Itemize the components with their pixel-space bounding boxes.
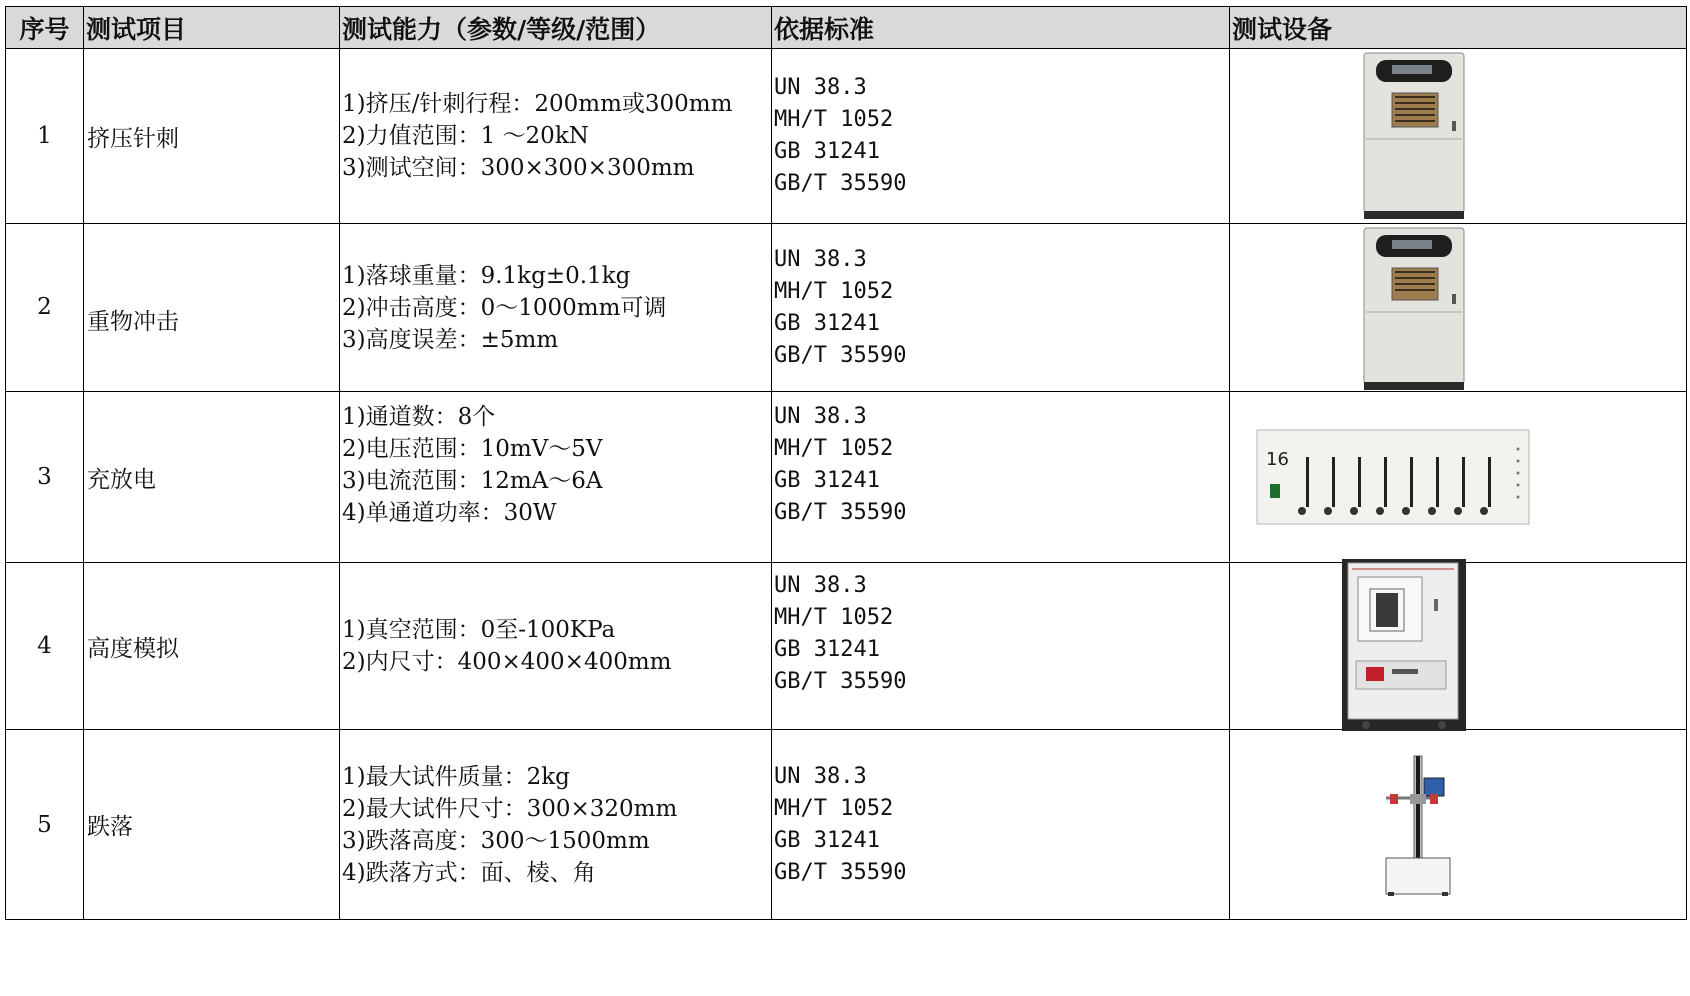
row-equipment bbox=[1230, 730, 1687, 920]
row-standards bbox=[772, 730, 1230, 920]
vacuum-chamber-icon bbox=[1342, 559, 1466, 731]
standard-line: GB/T 35590 bbox=[774, 342, 907, 368]
row-no: 3 bbox=[6, 392, 84, 563]
table-row bbox=[6, 49, 1687, 224]
row-no: 5 bbox=[6, 730, 84, 920]
capability-line: 1)挤压/针刺行程：200mm或300mm bbox=[342, 91, 733, 117]
row-no: 2 bbox=[6, 224, 84, 392]
row-no: 1 bbox=[6, 49, 84, 224]
standard-line: MH/T 1052 bbox=[774, 605, 894, 630]
standard-line: UN 38.3 bbox=[774, 763, 867, 789]
capability-line: 2)电压范围：10mV～5V bbox=[342, 436, 603, 462]
capability-line: 1)最大试件质量：2kg bbox=[342, 763, 570, 790]
test-chamber-cabinet-icon bbox=[1362, 51, 1466, 221]
standard-line: UN 38.3 bbox=[774, 573, 867, 598]
standard-line: UN 38.3 bbox=[774, 404, 867, 429]
standard-line: GB/T 35590 bbox=[774, 500, 907, 525]
table-row bbox=[6, 730, 1687, 920]
row-item: 跌落 bbox=[84, 730, 340, 920]
standard-line: UN 38.3 bbox=[774, 246, 867, 272]
capability-line: 2)冲击高度：0～1000mm可调 bbox=[342, 294, 667, 321]
capability-line: 2)力值范围：1 ～20kN bbox=[342, 123, 589, 149]
row-equipment bbox=[1230, 49, 1687, 224]
standard-line: MH/T 1052 bbox=[774, 795, 894, 821]
row-standards bbox=[772, 392, 1230, 563]
row-capability bbox=[340, 49, 772, 224]
rack-label: 16 bbox=[1266, 449, 1289, 470]
capability-line: 3)跌落高度：300～1500mm bbox=[342, 827, 650, 854]
header-no: 序号 bbox=[6, 7, 84, 49]
standard-line: GB 31241 bbox=[774, 637, 880, 662]
standard-line: GB/T 35590 bbox=[774, 171, 907, 196]
standard-line: GB 31241 bbox=[774, 310, 880, 336]
row-item: 重物冲击 bbox=[84, 224, 340, 392]
row-capability bbox=[340, 730, 772, 920]
row-item: 高度模拟 bbox=[84, 563, 340, 730]
standard-line: GB 31241 bbox=[774, 827, 880, 853]
header-standard: 依据标准 bbox=[772, 7, 1230, 49]
capability-line: 3)测试空间：300×300×300mm bbox=[342, 155, 695, 181]
standard-line: GB 31241 bbox=[774, 139, 880, 164]
capability-line: 1)落球重量：9.1kg±0.1kg bbox=[342, 262, 631, 289]
row-item: 充放电 bbox=[84, 392, 340, 563]
standard-line: MH/T 1052 bbox=[774, 278, 894, 304]
standard-line: MH/T 1052 bbox=[774, 436, 894, 461]
standard-line: GB/T 35590 bbox=[774, 859, 907, 885]
battery-tester-rack-icon bbox=[1256, 429, 1530, 525]
capability-line: 2)内尺寸：400×400×400mm bbox=[342, 649, 672, 675]
standard-line: GB/T 35590 bbox=[774, 669, 907, 694]
header-item: 测试项目 bbox=[84, 7, 340, 49]
row-standards bbox=[772, 224, 1230, 392]
capability-line: 4)单通道功率：30W bbox=[342, 500, 557, 526]
row-equipment bbox=[1230, 563, 1687, 730]
capability-line: 1)真空范围：0至-100KPa bbox=[342, 617, 616, 643]
header-capability: 测试能力（参数/等级/范围） bbox=[340, 7, 772, 49]
table-row bbox=[6, 563, 1687, 730]
standard-line: UN 38.3 bbox=[774, 75, 867, 100]
capability-line: 4)跌落方式：面、棱、角 bbox=[342, 859, 596, 886]
row-capability bbox=[340, 392, 772, 563]
row-capability bbox=[340, 563, 772, 730]
standard-line: GB 31241 bbox=[774, 468, 880, 493]
row-equipment bbox=[1230, 392, 1687, 563]
test-capability-table bbox=[5, 6, 1687, 920]
table-row bbox=[6, 224, 1687, 392]
row-no: 4 bbox=[6, 563, 84, 730]
row-standards bbox=[772, 563, 1230, 730]
header-row bbox=[6, 7, 1687, 49]
header-equipment: 测试设备 bbox=[1230, 7, 1687, 49]
capability-line: 3)电流范围：12mA～6A bbox=[342, 468, 603, 494]
test-chamber-cabinet-icon bbox=[1362, 226, 1466, 392]
row-capability bbox=[340, 224, 772, 392]
row-item: 挤压针刺 bbox=[84, 49, 340, 224]
row-standards bbox=[772, 49, 1230, 224]
capability-line: 1)通道数：8个 bbox=[342, 404, 496, 430]
drop-tester-icon bbox=[1380, 754, 1456, 898]
row-equipment bbox=[1230, 224, 1687, 392]
table-row bbox=[6, 392, 1687, 563]
standard-line: MH/T 1052 bbox=[774, 107, 894, 132]
capability-line: 2)最大试件尺寸：300×320mm bbox=[342, 795, 678, 822]
capability-line: 3)高度误差：±5mm bbox=[342, 326, 559, 353]
